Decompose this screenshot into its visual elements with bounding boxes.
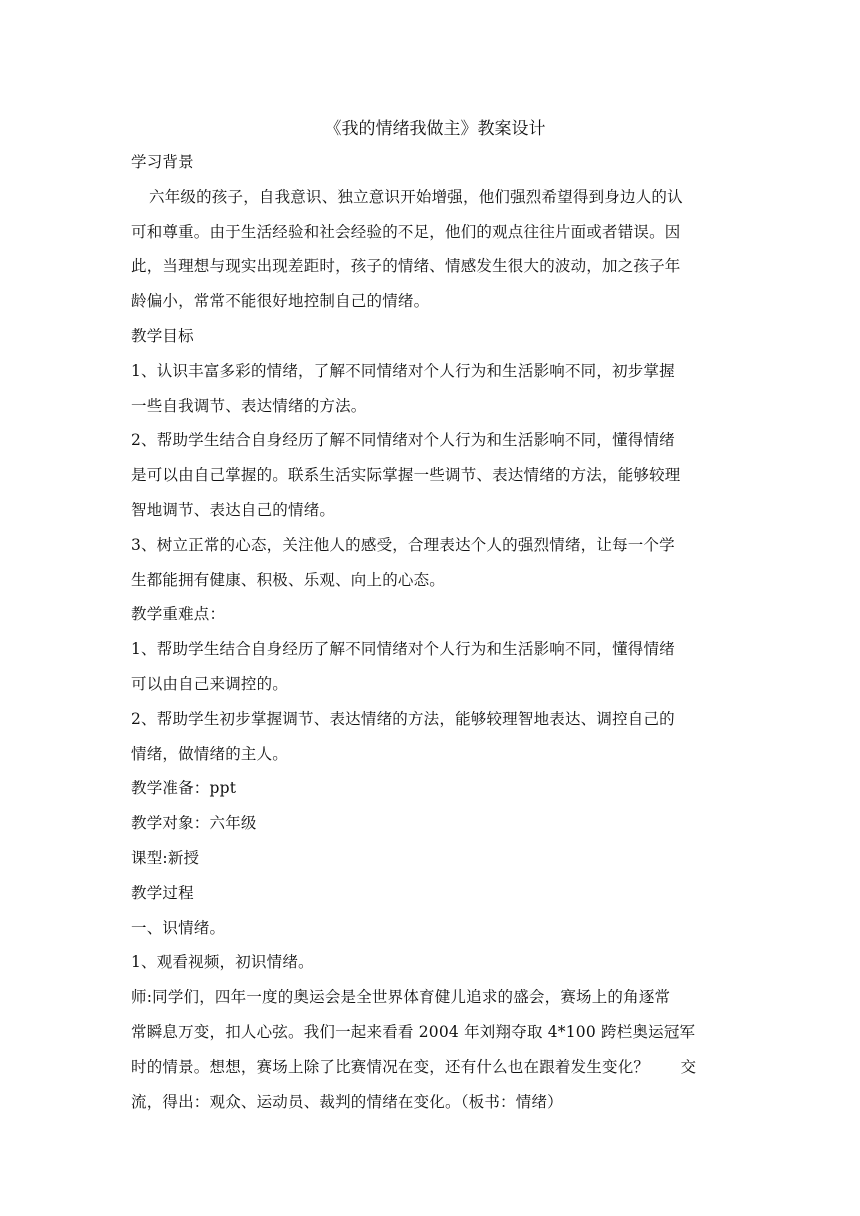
paragraph-line: 2、帮助学生结合自身经历了解不同情绪对个人行为和生活影响不同，懂得情绪: [131, 431, 675, 450]
paragraph-line: 此，当理想与现实出现差距时，孩子的情绪、情感发生很大的波动，加之孩子年: [131, 257, 681, 276]
goal-item-1: [131, 354, 731, 424]
paragraph-line: 2、帮助学生初步掌握调节、表达情绪的方法，能够较理智地表达、调控自己的: [131, 709, 675, 728]
step-heading-1: 1、观看视频，初识情绪。: [131, 953, 314, 972]
background-heading: 学习背景: [131, 153, 194, 171]
goals-heading: 教学目标: [131, 326, 194, 345]
paragraph-line: 情绪，做情绪的主人。: [131, 744, 289, 763]
paragraph-line: 生都能拥有健康、积极、乐观、向上的心态。: [131, 570, 446, 589]
paragraph-line: 1、认识丰富多彩的情绪，了解不同情绪对个人行为和生活影响不同，初步掌握: [131, 361, 675, 380]
paragraph-line: 1、帮助学生结合自身经历了解不同情绪对个人行为和生活影响不同，懂得情绪: [131, 640, 675, 659]
process-heading: 教学过程: [131, 883, 194, 902]
paragraph-line: 师:同学们，四年一度的奥运会是全世界体育健儿追求的盛会，赛场上的角逐常: [131, 988, 671, 1007]
lesson-type-line: 课型:新授: [131, 848, 200, 867]
paragraph-line: 可和尊重。由于生活经验和社会经验的不足，他们的观点往往片面或者错误。因: [131, 222, 681, 241]
document-title: 《我的情绪我做主》教案设计: [324, 119, 546, 139]
paragraph-line: 流，得出：观众、运动员、裁判的情绪在变化。（板书：情绪）: [131, 1092, 563, 1111]
paragraph-line: 3、树立正常的心态，关注他人的感受，合理表达个人的强烈情绪，让每一个学: [131, 535, 675, 554]
key-point-item-1: [131, 632, 731, 702]
section-heading-1: 一、识情绪。: [131, 918, 226, 937]
teacher-paragraph: [131, 980, 731, 1119]
preparation-line: 教学准备：ppt: [131, 779, 237, 798]
paragraph-line: 常瞬息万变，扣人心弦。我们一起来看看 2004 年刘翔夺取 4*100 跨栏奥运冠军: [131, 1022, 696, 1041]
goal-item-2: [131, 423, 731, 527]
paragraph-line: 智地调节、表达自己的情绪。: [131, 500, 336, 519]
paragraph-line: 可以由自己来调控的。: [131, 674, 289, 693]
audience-line: 教学对象：六年级: [131, 814, 257, 833]
paragraph-line: 龄偏小，常常不能很好地控制自己的情绪。: [131, 292, 430, 311]
paragraph-line: 时的情景。想想，赛场上除了比赛情况在变，还有什么也在跟着发生变化？ 交: [131, 1057, 697, 1076]
paragraph-line: 六年级的孩子，自我意识、独立意识开始增强，他们强烈希望得到身边人的认: [149, 187, 683, 206]
paragraph-line: 是可以由自己掌握的。联系生活实际掌握一些调节、表达情绪的方法，能够较理: [131, 466, 681, 485]
background-paragraph: [131, 180, 731, 319]
key-point-item-2: [131, 702, 731, 772]
paragraph-line: 一些自我调节、表达情绪的方法。: [131, 396, 367, 415]
key-points-heading: 教学重难点：: [131, 605, 226, 624]
goal-item-3: [131, 528, 731, 598]
document-body: [131, 113, 731, 1119]
